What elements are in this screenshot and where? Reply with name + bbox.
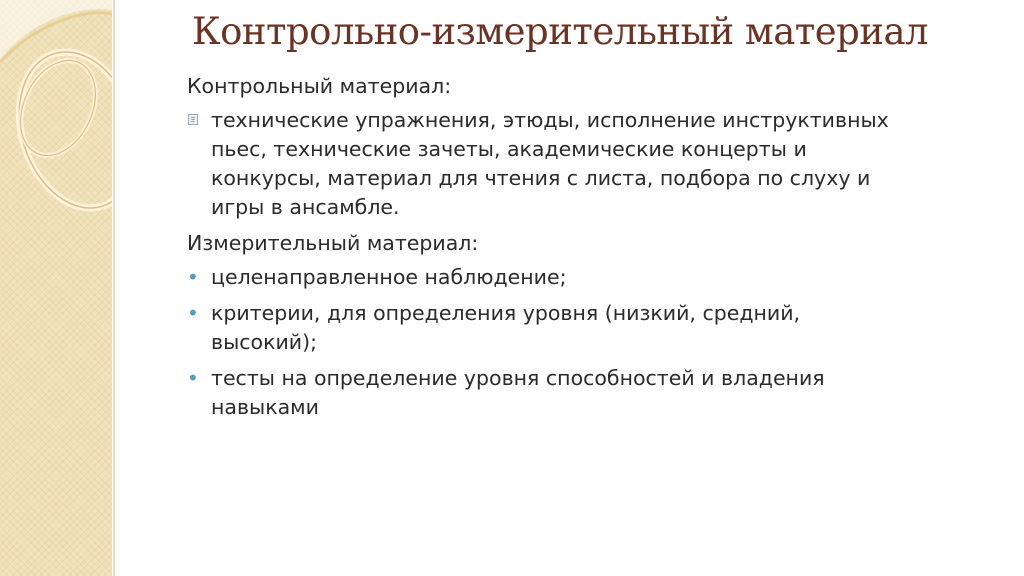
decorative-side-panel	[0, 0, 112, 576]
control-heading: Контрольный материал:	[187, 74, 452, 98]
bullet-dot-icon: •	[187, 301, 199, 325]
list-item-text: целенаправленное наблюдение;	[211, 265, 567, 289]
bullet-dot-icon: •	[187, 265, 199, 289]
list-item	[187, 106, 907, 222]
measuring-heading: Измерительный материал:	[187, 231, 479, 255]
slide-title: Контрольно-измерительный материал	[191, 10, 929, 53]
list-item-text: тесты на определение уровня способностей и владения навыками	[211, 366, 825, 419]
panel-edge	[113, 0, 115, 576]
control-list	[187, 106, 907, 222]
list-item	[187, 364, 907, 422]
list-item	[187, 299, 907, 357]
document-icon	[188, 114, 198, 125]
list-item-text: критерии, для определения уровня (низкий, средний, высокий);	[211, 301, 801, 354]
list-item	[187, 263, 907, 292]
slide-content	[187, 72, 907, 429]
list-item-text: технические упражнения, этюды, исполнение инструктивных пьес, технические зачеты, академические концерты и конкурсы, материал для чтения с листа, подбора по слуху и игры в ансамбле.	[211, 108, 889, 219]
measuring-list	[187, 263, 907, 422]
decorative-rings	[0, 0, 112, 576]
bullet-dot-icon: •	[187, 366, 199, 390]
